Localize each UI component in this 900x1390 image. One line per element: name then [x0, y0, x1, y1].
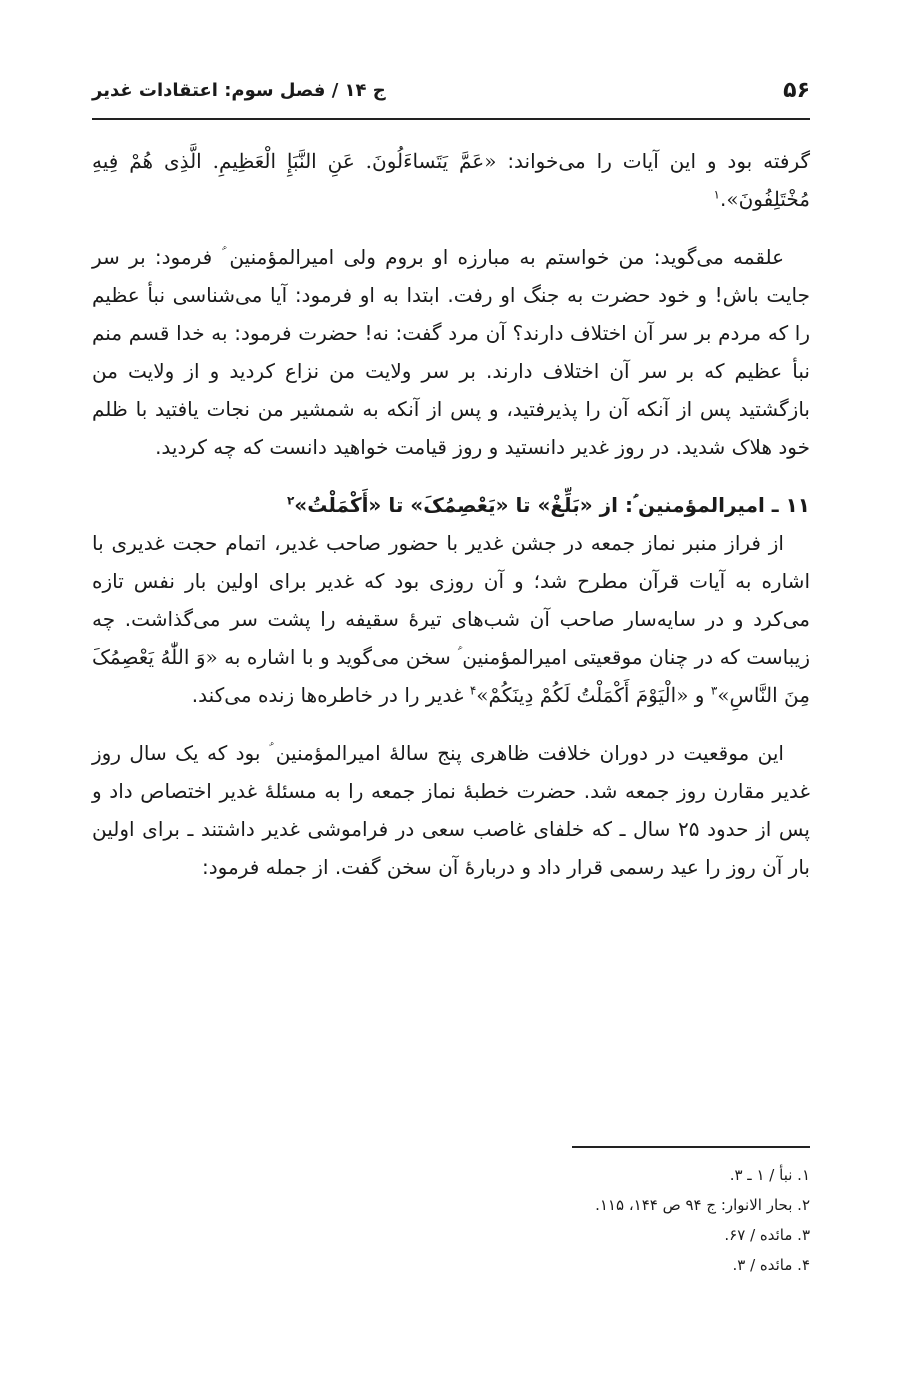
- paragraph-1: [92, 142, 810, 218]
- quran-quote-naba: «عَمَّ یَتَساءَلُونَ. عَنِ النَّبَإِ الْعَظِیمِ. الَّذِی هُمْ فِیهِ مُخْتَلِفُونَ»: [92, 149, 810, 211]
- footnotes: [92, 1160, 810, 1280]
- body-text: [92, 142, 810, 886]
- paragraph-3-mid: و: [688, 683, 711, 707]
- footnote-4: ۴. مائده / ۳.: [732, 1256, 810, 1274]
- paragraph-1-text: گرفته بود و این آیات را می‌خواند:: [496, 149, 810, 173]
- footnote-1: ۱. نبأ / ۱ ـ ۳.: [729, 1166, 810, 1184]
- footnote-ref-1[interactable]: ۱: [713, 187, 720, 202]
- footnote-ref-2[interactable]: ۲: [286, 493, 295, 508]
- running-head: [92, 70, 810, 110]
- paragraph-3-end: غدیر را در خاطره‌ها زنده می‌کند.: [191, 683, 470, 707]
- paragraph-3: [92, 524, 810, 714]
- paragraph-3-text: از فراز منبر نماز جمعه در جشن غدیر با حضور صاحب غدیر، اتمام حجت غدیری با اشاره به آیات قرآن مطرح شد؛ و آن روزی بود که غدیر برای اولین بار نفس تازه می‌کرد و در سایه‌سار صاحب آن شب‌های تیرهٔ سقیفه را پشت سر می‌گذاشت. چه زیباست که در چنان موقعیتی امیرالمؤمنین ؑ سخن می‌گوید و با اشاره به: [92, 531, 811, 669]
- section-heading-text: ۱۱ ـ امیرالمؤمنین ؑ: از «بَلِّغْ» تا «یَعْصِمُکَ» تا «أَکْمَلْتُ»: [294, 493, 810, 517]
- book-page: [92, 0, 810, 1390]
- section-heading: [92, 486, 810, 524]
- paragraph-1-end: .: [719, 187, 727, 211]
- quran-quote-maida-67: «وَ اللّٰهُ یَعْصِمُکَ مِنَ النَّاسِ»: [92, 645, 810, 707]
- page-number: ۵۶: [783, 77, 810, 103]
- quran-quote-maida-3: «الْیَوْمَ أَکْمَلْتُ لَکُمْ دِینَکُمْ»: [476, 683, 689, 707]
- header-rule: [92, 118, 810, 120]
- footnote-ref-4[interactable]: ۴: [469, 683, 477, 698]
- footnote-ref-3[interactable]: ۳: [710, 683, 718, 698]
- running-title: ج ۱۴ / فصل سوم: اعتقادات غدیر: [92, 79, 386, 101]
- footnote-rule: [572, 1146, 810, 1148]
- paragraph-4: این موقعیت در دوران خلافت ظاهری پنج سالهٔ امیرالمؤمنین ؑ بود که یک سال روز غدیر مقارن روز جمعه شد. حضرت خطبهٔ نماز جمعه را به مسئلهٔ غدیر اختصاص داد و پس از حدود ۲۵ سال ـ که خلفای غاصب سعی در فراموشی غدیر داشتند ـ برای اولین بار آن روز را عید رسمی قرار داد و دربارهٔ آن سخن گفت. از جمله فرمود:: [92, 741, 810, 879]
- footnote-3: ۳. مائده / ۶۷.: [724, 1226, 810, 1244]
- footnote-2: ۲. بحار الانوار: ج ۹۴ ص ۱۴۴، ۱۱۵.: [595, 1196, 810, 1214]
- paragraph-2: علقمه می‌گوید: من خواستم به مبارزه او بروم ولی امیرالمؤمنین ؑ فرمود: بر سر جایت باش! و خود حضرت به جنگ او رفت. ابتدا به او فرمود: آیا می‌شناسی نبأ عظیم را که مردم بر سر آن اختلاف دارند؟ آن مرد گفت: نه! حضرت فرمود: به خدا قسم منم نبأ عظیم که بر سر آن اختلاف دارند. بر سر ولایت من نزاع کردید و از ولایت من بازگشتید پس از آنکه آن را پذیرفتید، و پس از آنکه به شمشیر من نجات یافتید با ظلم خود هلاک شدید. در روز غدیر دانستید و روز قیامت خواهید دانست که چه کردید.: [92, 245, 810, 459]
